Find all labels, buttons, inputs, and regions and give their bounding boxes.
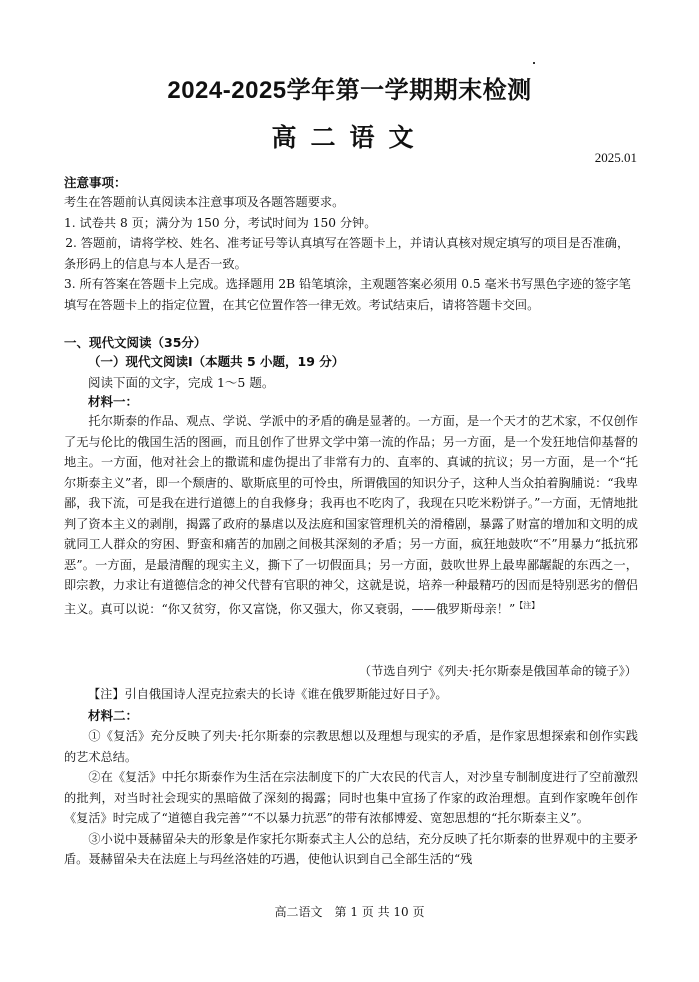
- notice-heading: 注意事项：: [64, 175, 127, 190]
- section-heading: 一、现代文阅读（35分）: [64, 335, 207, 350]
- material2-paragraph: ③小说中聂赫留朵夫的形象是作家托尔斯泰式主人公的总结，充分反映了托尔斯泰的世界观中的主要矛盾。聂赫留朵夫在法庭上与玛丝洛娃的巧遇，使他认识到自己全部生活的“残: [64, 831, 638, 866]
- material1-text: 托尔斯泰的作品、观点、学说、学派中的矛盾的确是显著的。一方面，是一个天才的艺术家，不仅创作了无与伦比的俄国生活的图画，而且创作了世界文学中第一流的作品；另一方面，是一个发狂地信仰基督的地主。一方面，他对社会上的撒谎和虚伪提出了非常有力的、直率的、真诚的抗议；另一方面，是一个“托尔斯泰主义”者，即一个颓唐的、歇斯底里的可怜虫，所谓俄国的知识分子，这种人当众拍着胸脯说：“我卑鄙，我下流，可是我在进行道德上的自我修身；我再也不吃肉了，我现在只吃米粉饼子。”一方面，无情地批判了资本主义的剥削，揭露了政府的暴虐以及法庭和国家管理机关的滑稽剧，暴露了财富的增加和文明的成就同工人群众的穷困、野蛮和痛苦的加剧之间极其深刻的矛盾；另一方面，疯狂地鼓吹“不”用暴力“抵抗邪恶”。一方面，是最清醒的现实主义，撕下了一切假面具；另一方面，鼓吹世界上最卑鄙龌龊的东西之一，即宗教，力求让有道德信念的神父代替有官职的神父，这就是说，培养一种最精巧的因而是特别恶劣的僧侣主义。真可以说：“你又贫穷，你又富饶，你又强大，你又衰弱，——俄罗斯母亲！”: [64, 414, 638, 616]
- subject-title: 高二语文: [271, 123, 428, 152]
- source-citation: （节选自列宁《列夫·托尔斯泰是俄国革命的镜子》）: [358, 664, 637, 678]
- material1-paragraph: [64, 411, 638, 619]
- subsection-heading: （一）现代文阅读Ⅰ（本题共 5 小题，19 分）: [88, 354, 345, 369]
- material2-label: 材料二：: [88, 708, 139, 723]
- notice-line: 2. 答题前，请将学校、姓名、准考证号等认真填写在答题卡上，并请认真核对规定填写的项目是否准确，条形码上的信息与本人是否一致。: [64, 236, 630, 271]
- notice-body: [64, 192, 638, 315]
- footnote: 【注】引自俄国诗人涅克拉索夫的长诗《谁在俄罗斯能过好日子》。: [88, 687, 448, 701]
- material1-body: [64, 411, 638, 619]
- page-footer: 高二语文 第 1 页 共 10 页: [274, 905, 425, 919]
- exam-date: 2025.01: [594, 150, 637, 165]
- scan-speck: [533, 62, 535, 64]
- note-mark: 【注】: [515, 600, 540, 610]
- exam-title: 2024-2025学年第一学期期末检测: [167, 77, 532, 104]
- notice-line: 1. 试卷共 8 页；满分为 150 分，考试时间为 150 分钟。: [64, 215, 377, 230]
- material2-paragraph: ②在《复活》中托尔斯泰作为生活在宗法制度下的广大农民的代言人，对沙皇专制制度进行了空前激烈的批判，对当时社会现实的黑暗做了深刻的揭露；同时也集中宣扬了作家的政治理想。直到作家晚年创作《复活》时完成了“道德自我完善”“不以暴力抗恶”的带有浓郁博爱、宽恕思想的“托尔斯泰主义”。: [64, 770, 638, 825]
- material2-paragraph: ①《复活》充分反映了列夫·托尔斯泰的宗教思想以及理想与现实的矛盾，是作家思想探索和创作实践的艺术总结。: [64, 729, 638, 764]
- notice-line: 考生在答题前认真阅读本注意事项及各题答题要求。: [64, 195, 345, 209]
- material1-label: 材料一：: [88, 394, 139, 409]
- notice-line: 3. 所有答案在答题卡上完成。选择题用 2B 铅笔填涂，主观题答案必须用 0.5 毫米书写黑色字迹的签字笔填写在答题卡上的指定位置，在其它位置作答一律无效。考试结束后，请将答题卡交回。: [64, 277, 631, 312]
- material2-body: [64, 726, 638, 870]
- reading-instruction: 阅读下面的文字，完成 1～5 题。: [88, 375, 275, 390]
